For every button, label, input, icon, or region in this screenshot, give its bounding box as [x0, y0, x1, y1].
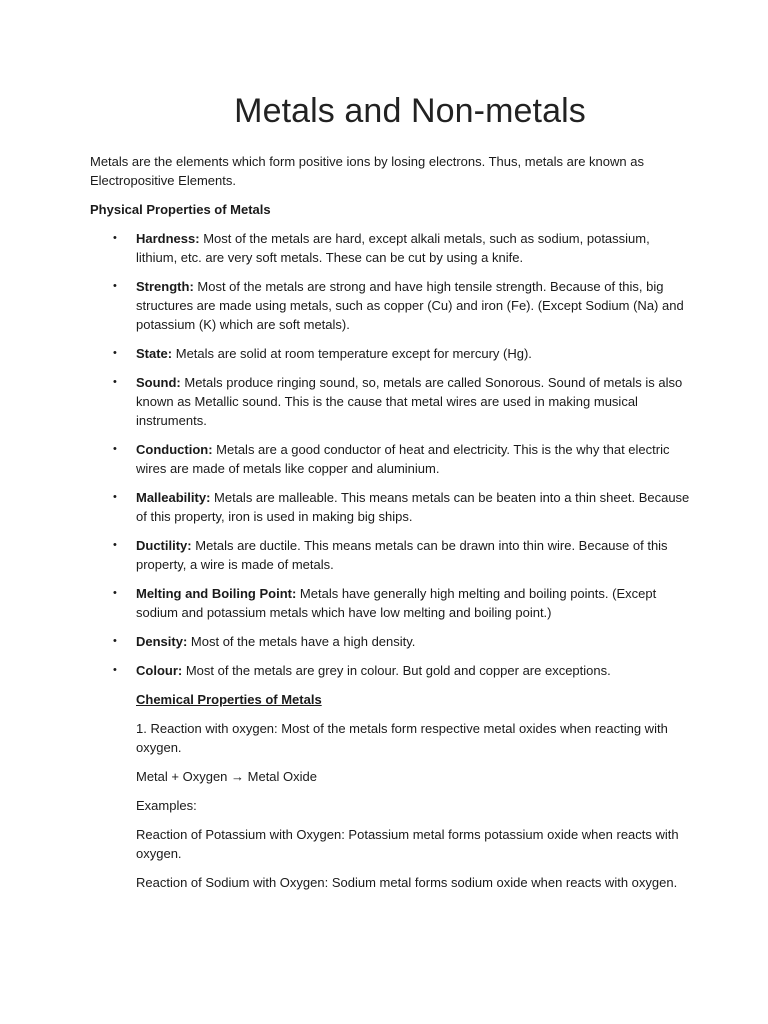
- property-text: Metals are a good conductor of heat and electricity. This is the why that electric wires are made of metals like copper and aluminium.: [136, 442, 670, 476]
- list-item: [90, 584, 690, 622]
- bullet-icon: •: [113, 635, 117, 647]
- page-title: Metals and Non-metals: [234, 92, 586, 130]
- physical-properties-list: [90, 229, 690, 680]
- property-term: Malleability:: [136, 490, 211, 505]
- bullet-icon: •: [113, 539, 117, 551]
- list-item: [90, 229, 690, 267]
- list-item: [90, 632, 690, 651]
- property-term: Colour:: [136, 663, 183, 678]
- bullet-icon: •: [113, 664, 117, 676]
- property-term: Melting and Boiling Point:: [136, 586, 297, 601]
- property-text: Most of the metals are grey in colour. But gold and copper are exceptions.: [182, 663, 611, 678]
- physical-properties-heading: Physical Properties of Metals: [90, 202, 271, 217]
- chemical-properties-heading: Chemical Properties of Metals: [136, 692, 322, 707]
- list-item: [90, 440, 690, 478]
- property-term: Conduction:: [136, 442, 213, 457]
- intro-paragraph: Metals are the elements which form positive ions by losing electrons. Thus, metals are known as Electropositive Elements.: [90, 154, 644, 188]
- chemical-paragraph: Reaction of Sodium with Oxygen: Sodium metal forms sodium oxide when reacts with oxygen.: [136, 875, 678, 890]
- property-term: Ductility:: [136, 538, 192, 553]
- property-text: Most of the metals are strong and have high tensile strength. Because of this, big structures are made using metals, such as copper (Cu) and iron (Fe). (Except Sodium (Na) and potassium (K) which are soft metals).: [136, 279, 684, 332]
- bullet-icon: •: [113, 376, 117, 388]
- chemical-paragraph: 1. Reaction with oxygen: Most of the metals form respective metal oxides when reacting with oxygen.: [136, 721, 668, 755]
- property-term: Strength:: [136, 279, 194, 294]
- property-text: Metals are malleable. This means metals can be beaten into a thin sheet. Because of this property, iron is used in making big ships.: [136, 490, 690, 524]
- property-text: Metals are solid at room temperature except for mercury (Hg).: [172, 346, 532, 361]
- list-item: [90, 344, 690, 363]
- property-text: Metals produce ringing sound, so, metals are called Sonorous. Sound of metals is also known as Metallic sound. This is the cause that metal wires are used in making musical instruments.: [136, 375, 683, 428]
- chemical-properties-section: [90, 690, 690, 892]
- chemical-equation: Metal + Oxygen → Metal Oxide: [136, 769, 317, 784]
- property-term: Density:: [136, 634, 188, 649]
- bullet-icon: •: [113, 280, 117, 292]
- property-text: Metals have generally high melting and boiling points. (Except sodium and potassium metals which have low melting and boiling point.): [136, 586, 657, 620]
- document-body: [90, 152, 690, 902]
- property-text: Most of the metals have a high density.: [187, 634, 416, 649]
- list-item: [90, 536, 690, 574]
- list-item: [90, 373, 690, 430]
- property-text: Most of the metals are hard, except alkali metals, such as sodium, potassium, lithium, etc. are very soft metals. These can be cut by using a knife.: [136, 231, 650, 265]
- property-term: Hardness:: [136, 231, 200, 246]
- property-term: Sound:: [136, 375, 181, 390]
- bullet-icon: •: [113, 443, 117, 455]
- list-item: [90, 277, 690, 334]
- examples-label: Examples:: [136, 798, 197, 813]
- bullet-icon: •: [113, 232, 117, 244]
- bullet-icon: •: [113, 587, 117, 599]
- bullet-icon: •: [113, 491, 117, 503]
- bullet-icon: •: [113, 347, 117, 359]
- property-text: Metals are ductile. This means metals can be drawn into thin wire. Because of this property, a wire is made of metals.: [136, 538, 668, 572]
- chemical-paragraph: Reaction of Potassium with Oxygen: Potassium metal forms potassium oxide when reacts with oxygen.: [136, 827, 679, 861]
- list-item: [90, 488, 690, 526]
- property-term: State:: [136, 346, 173, 361]
- list-item: [90, 661, 690, 680]
